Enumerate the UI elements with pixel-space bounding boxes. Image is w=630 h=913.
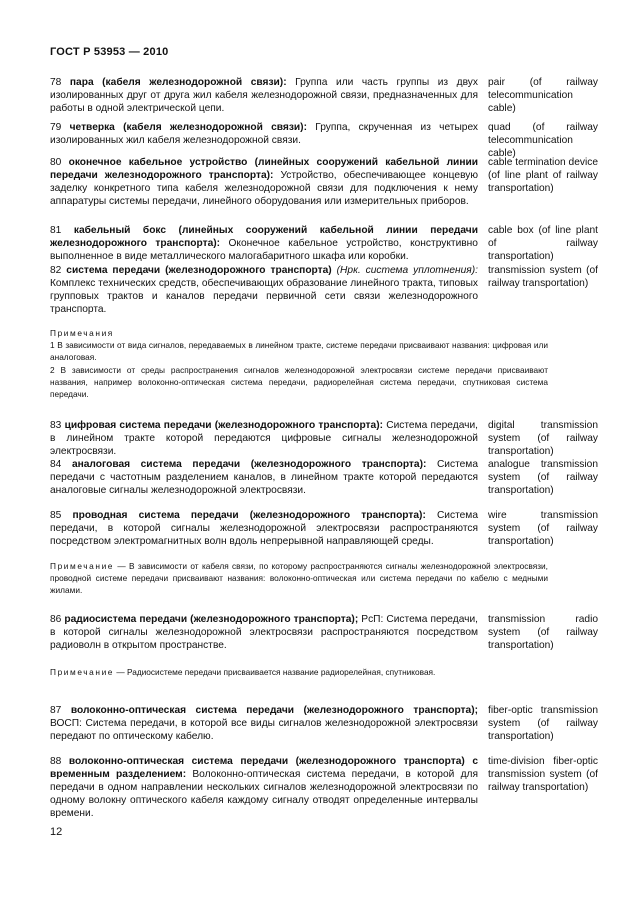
- term-number: 87: [50, 705, 62, 716]
- english-equivalent: analogue transmission system (of railway transportation): [488, 459, 598, 497]
- term-definition: [50, 224, 478, 263]
- term-text: Система передачи, в которой сигналы железнодорожной электросвязи распространяются посредством электромагнитных волн вдоль непрерывной направляющей среды.: [50, 510, 478, 548]
- term-number: 83: [50, 420, 62, 431]
- english-equivalent: time-division fiber-optic transmission system (of railway transportation): [488, 756, 598, 794]
- note-label: Примечание: [50, 667, 115, 677]
- note-text: — В зависимости от кабеля связи, по которому распространяются сигналы железнодорожной электросвязи, проводной системе передачи присваивают названия: волоконно-оптическая или система передачи по кабелю с медными жилами.: [50, 561, 548, 596]
- term-text: Система передачи, в линейном тракте которой передаются цифровые сигналы железнодорожной электросвязи.: [50, 420, 478, 458]
- term-number: 80: [50, 157, 62, 168]
- term-definition: [50, 156, 478, 208]
- term-definition: [50, 76, 478, 115]
- english-equivalent: cable termination device (of line plant of railway transportation): [488, 157, 598, 195]
- term-number: 81: [50, 225, 62, 236]
- note-label: Примечание: [50, 561, 115, 571]
- term-number: 82: [50, 265, 62, 276]
- term-number: 88: [50, 756, 62, 767]
- term-definition: [50, 755, 478, 820]
- note-label: Примечания: [50, 328, 114, 338]
- term-definition: [50, 458, 478, 497]
- english-equivalent: transmission system (of railway transportation): [488, 265, 598, 290]
- term-definition: [50, 704, 478, 743]
- document-header: ГОСТ Р 53953 — 2010: [50, 46, 169, 58]
- english-equivalent: digital transmission system (of railway transportation): [488, 420, 598, 458]
- term-text: Волоконно-оптическая система передачи, в которой для передачи в одном направлении нескольких сигналов железнодорожной электросвязи по одному волокну оптического кабеля каждому сигналу отводят определенные интервалы времени.: [50, 769, 478, 820]
- term-title: проводная система передачи (железнодорожного транспорта):: [72, 510, 426, 521]
- term-title: волоконно-оптическая система передачи (железнодорожного транспорта);: [70, 705, 478, 716]
- term-number: 84: [50, 459, 62, 470]
- term-title: четверка (кабеля железнодорожной связи):: [69, 122, 307, 133]
- term-number: 86: [50, 614, 62, 625]
- term-text: ВОСП: Система передачи, в которой все виды сигналов железнодорожной электросвязи передают по оптическому кабелю.: [50, 718, 478, 743]
- english-equivalent: wire transmission system (of railway transportation): [488, 510, 598, 548]
- page-number: 12: [50, 826, 63, 838]
- note-text: — Радиосистеме передачи присваивается название радиорелейная, спутниковая.: [116, 667, 436, 677]
- term-text: Система передачи с частотным разделением каналов, в линейном тракте которой передаются аналоговые сигналы железнодорожной электросвязи.: [50, 459, 478, 497]
- term-definition: [50, 419, 478, 458]
- term-text: Группа или часть группы из двух изолированных друг от друга жил кабеля железнодорожной связи, предназначенных для работы в одной электрической цепи.: [50, 77, 478, 115]
- term-text: Устройство, обеспечивающее концевую заделку конкретного типа кабеля железнодорожной связи для подключения к нему аппаратуры системы передачи, линейного оборудования или измерительных приборов.: [50, 170, 478, 208]
- term-title: аналоговая система передачи (железнодорожного транспорта):: [71, 459, 427, 470]
- note-item: 1 В зависимости от вида сигналов, передаваемых в линейном тракте, системе передачи присваивают названия: цифровая или аналоговая.: [50, 340, 548, 363]
- deprecated-synonym: (Нрк. система уплотнения):: [336, 265, 478, 276]
- note-item: 2 В зависимости от среды распространения сигналов железнодорожной электросвязи системе передачи присваивают названия, например волоконно-оптическая система передачи, радиорелейная система передачи, спутниковая система передачи.: [50, 364, 548, 400]
- english-equivalent: fiber-optic transmission system (of railway transportation): [488, 705, 598, 743]
- term-text: РсП: Система передачи, в которой сигналы железнодорожной электросвязи распространяются посредством радиоволн в открытом пространстве.: [50, 614, 478, 652]
- term-definition: [50, 509, 478, 548]
- term-title: система передачи (железнодорожного транспорта): [66, 265, 332, 276]
- english-equivalent: quad (of railway telecommunication cable): [488, 122, 598, 160]
- english-equivalent: transmission radio system (of railway transportation): [488, 614, 598, 652]
- term-definition: [50, 121, 478, 147]
- term-text: Оконечное кабельное устройство, конструктивно выполненное в виде металлического малогабаритного шкафа или коробки.: [50, 238, 478, 263]
- english-equivalent: pair (of railway telecommunication cable): [488, 77, 598, 115]
- note-block: [50, 560, 548, 597]
- term-title: волоконно-оптическая система передачи (железнодорожного транспорта) с временным разделением:: [50, 756, 478, 781]
- term-number: 85: [50, 510, 62, 521]
- term-text: Комплекс технических средств, обеспечивающих образование линейного тракта, типовых групповых трактов и каналов передачи первичной сети связи железнодорожного транспорта.: [50, 278, 478, 316]
- term-text: Группа, скрученная из четырех изолированных жил кабеля железнодорожной связи.: [50, 122, 478, 147]
- note-block: [50, 666, 548, 678]
- term-title: кабельный бокс (линейных сооружений кабельной линии передачи железнодорожного транспорта):: [50, 225, 478, 250]
- term-number: 79: [50, 122, 62, 133]
- english-equivalent: cable box (of line plant of railway transportation): [488, 225, 598, 263]
- term-number: 78: [50, 77, 62, 88]
- term-title: цифровая система передачи (железнодорожного транспорта):: [64, 420, 383, 431]
- note-block: [50, 327, 548, 400]
- term-definition: [50, 613, 478, 652]
- term-definition: [50, 264, 478, 316]
- term-title: радиосистема передачи (железнодорожного транспорта);: [64, 614, 359, 625]
- term-title: пара (кабеля железнодорожной связи):: [69, 77, 287, 88]
- term-title: оконечное кабельное устройство (линейных сооружений кабельной линии передачи железнодорожного транспорта):: [50, 157, 478, 182]
